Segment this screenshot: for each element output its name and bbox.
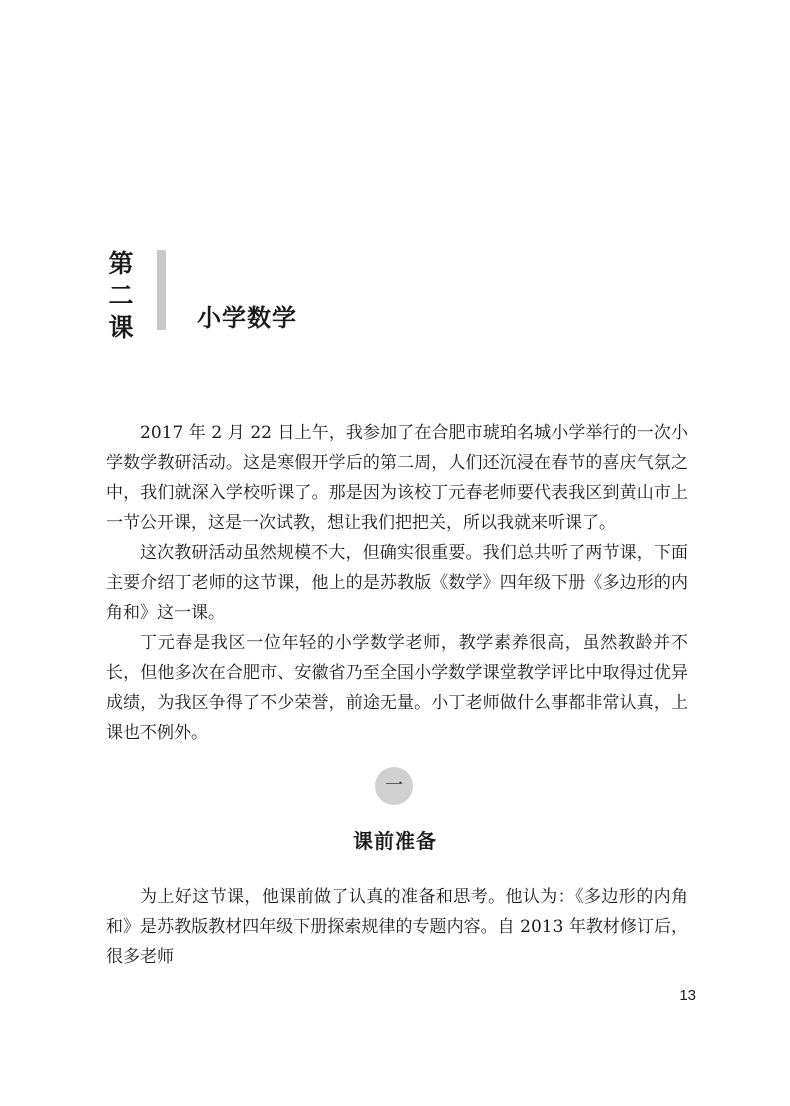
page-number: 13 xyxy=(679,987,696,1004)
paragraph: 这次教研活动虽然规模不大，但确实很重要。我们总共听了两节课，下面主要介绍丁老师的这节课，他上的是苏教版《数学》四年级下册《多边形的内角和》这一课。 xyxy=(106,543,688,623)
section-number-badge: 一 xyxy=(375,767,413,805)
intro-text xyxy=(106,418,688,748)
chapter-label xyxy=(106,248,136,344)
chapter-label-char: 二 xyxy=(108,281,134,310)
paragraph: 2017 年 2 月 22 日上午，我参加了在合肥市琥珀名城小学举行的一次小学数学教研活动。这是寒假开学后的第二周，人们还沉浸在春节的喜庆气氛之中，我们就深入学校听课了。那是因为该校丁元春老师要代表我区到黄山市上一节公开课，这是一次试教，想让我们把把关，所以我就来听课了。 xyxy=(106,423,688,533)
paragraph: 为上好这节课，他课前做了认真的准备和思考。他认为：《多边形的内角和》是苏教版教材四年级下册探索规律的专题内容。自 2013 年教材修订后，很多老师 xyxy=(106,887,688,967)
chapter-divider-bar xyxy=(157,250,166,330)
section-text xyxy=(106,882,688,972)
chapter-label-char: 第 xyxy=(108,249,134,278)
chapter-label-char: 课 xyxy=(108,313,134,342)
chapter-title: 小学数学 xyxy=(197,303,297,332)
paragraph: 丁元春是我区一位年轻的小学数学老师，教学素养很高，虽然教龄并不长，但他多次在合肥市、安徽省乃至全国小学数学课堂教学评比中取得过优异成绩，为我区争得了不少荣誉，前途无量。小丁老师做什么事都非常认真，上课也不例外。 xyxy=(106,633,688,743)
section-title: 课前准备 xyxy=(353,829,437,853)
